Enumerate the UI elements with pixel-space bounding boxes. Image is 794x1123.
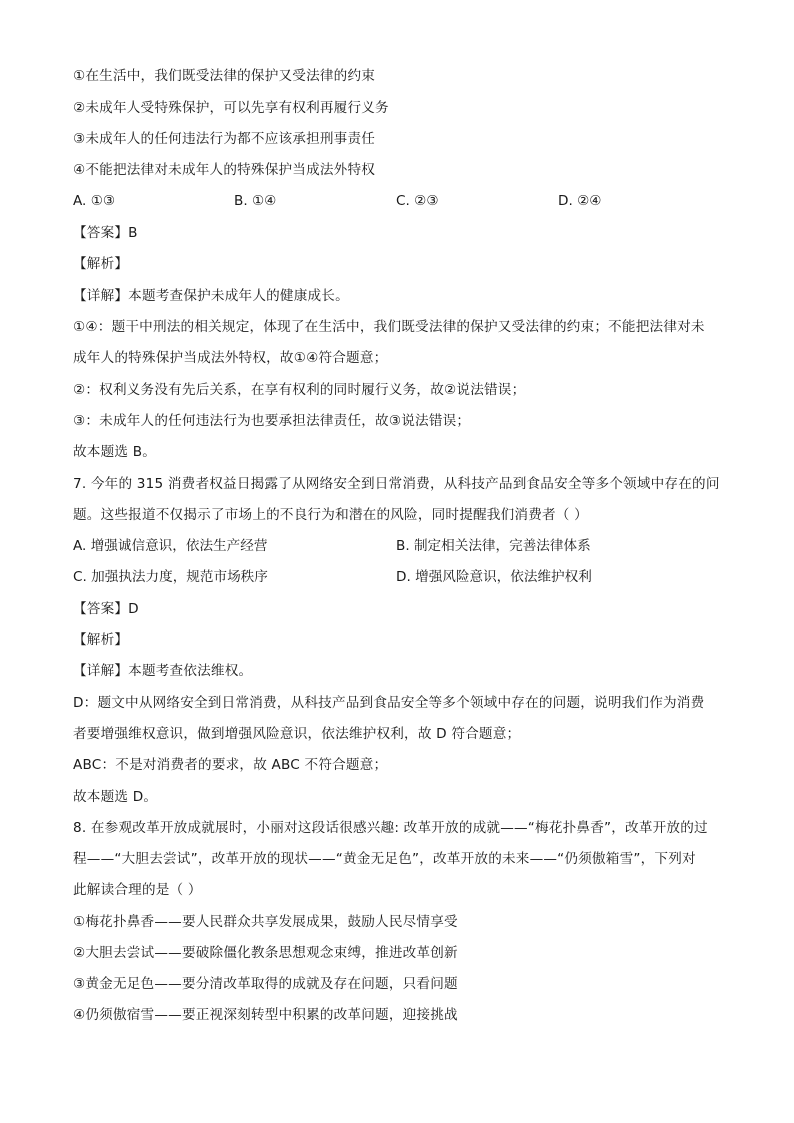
q8-statement-3: ③黄金无足色——要分清改革取得的成就及存在问题，只看问题 — [73, 976, 458, 992]
q6-option-a: A. ①③ — [73, 193, 116, 209]
q6-explanation-1: ①④：题干中刑法的相关规定，体现了在生活中，我们既受法律的保护又受法律的约束；不能把法律对未 — [73, 319, 705, 335]
q8-statement-1: ①梅花扑鼻香——要人民群众共享发展成果，鼓励人民尽情享受 — [73, 914, 458, 930]
q7-answer: 【答案】D — [73, 601, 139, 617]
q7-explanation-2: 者要增强维权意识，做到增强风险意识，依法维护权利，故 D 符合题意； — [73, 726, 521, 742]
q6-statement-4: ④不能把法律对未成年人的特殊保护当成法外特权 — [73, 162, 376, 178]
q6-answer: 【答案】B — [73, 225, 138, 241]
q8-statement-4: ④仍须傲宿雪——要正视深刻转型中积累的改革问题，迎接挑战 — [73, 1007, 458, 1023]
q6-option-d: D. ②④ — [558, 193, 602, 209]
q8-stem-line-2: 程——“大胆去尝试”，改革开放的现状——“黄金无足色”，改革开放的未来——“仍须傲箱雪”，下列对 — [73, 851, 696, 867]
q6-explanation-3: ②：权利义务没有先后关系，在享有权利的同时履行义务，故②说法错误； — [73, 382, 526, 398]
q7-explanation-1: D：题文中从网络安全到日常消费，从科技产品到食品安全等多个领域中存在的问题，说明我们作为消费 — [73, 695, 705, 711]
q6-conclusion: 故本题选 B。 — [73, 444, 157, 460]
q7-option-a: A. 增强诚信意识，依法生产经营 — [73, 538, 268, 554]
q8-stem-line-1: 8. 在参观改革开放成就展时，小丽对这段话很感兴趣: 改革开放的成就——“梅花扑鼻香”，改革开放的过 — [73, 820, 708, 836]
q6-analysis-label: 【解析】 — [73, 256, 129, 272]
q6-explanation-4: ③：未成年人的任何违法行为也要承担法律责任，故③说法错误； — [73, 413, 471, 429]
q6-statement-1: ①在生活中，我们既受法律的保护又受法律的约束 — [73, 68, 376, 84]
q7-option-c: C. 加强执法力度，规范市场秩序 — [73, 569, 268, 585]
q7-option-b: B. 制定相关法律，完善法律体系 — [396, 538, 591, 554]
q6-option-b: B. ①④ — [234, 193, 277, 209]
q6-detail: 【详解】本题考查保护未成年人的健康成长。 — [73, 288, 349, 304]
q7-option-d: D. 增强风险意识，依法维护权利 — [396, 569, 592, 585]
q7-explanation-3: ABC：不是对消费者的要求，故 ABC 不符合题意； — [73, 757, 388, 773]
q8-stem-line-3: 此解读合理的是（ ） — [73, 882, 202, 898]
q7-conclusion: 故本题选 D。 — [73, 789, 158, 805]
q8-statement-2: ②大胆去尝试——要破除僵化教条思想观念束缚，推进改革创新 — [73, 945, 458, 961]
q7-detail: 【详解】本题考查依法维权。 — [73, 663, 253, 679]
q7-stem-line-1: 7. 今年的 315 消费者权益日揭露了从网络安全到日常消费，从科技产品到食品安全等多个领域中存在的问 — [73, 476, 720, 492]
q6-explanation-2: 成年人的特殊保护当成法外特权，故①④符合题意； — [73, 350, 388, 366]
q7-analysis-label: 【解析】 — [73, 632, 129, 648]
q6-statement-2: ②未成年人受特殊保护，可以先享有权利再履行义务 — [73, 100, 389, 116]
q6-option-c: C. ②③ — [396, 193, 439, 209]
q7-stem-line-2: 题。这些报道不仅揭示了市场上的不良行为和潜在的风险，同时提醒我们消费者（ ） — [73, 507, 588, 523]
q6-statement-3: ③未成年人的任何违法行为都不应该承担刑事责任 — [73, 131, 376, 147]
